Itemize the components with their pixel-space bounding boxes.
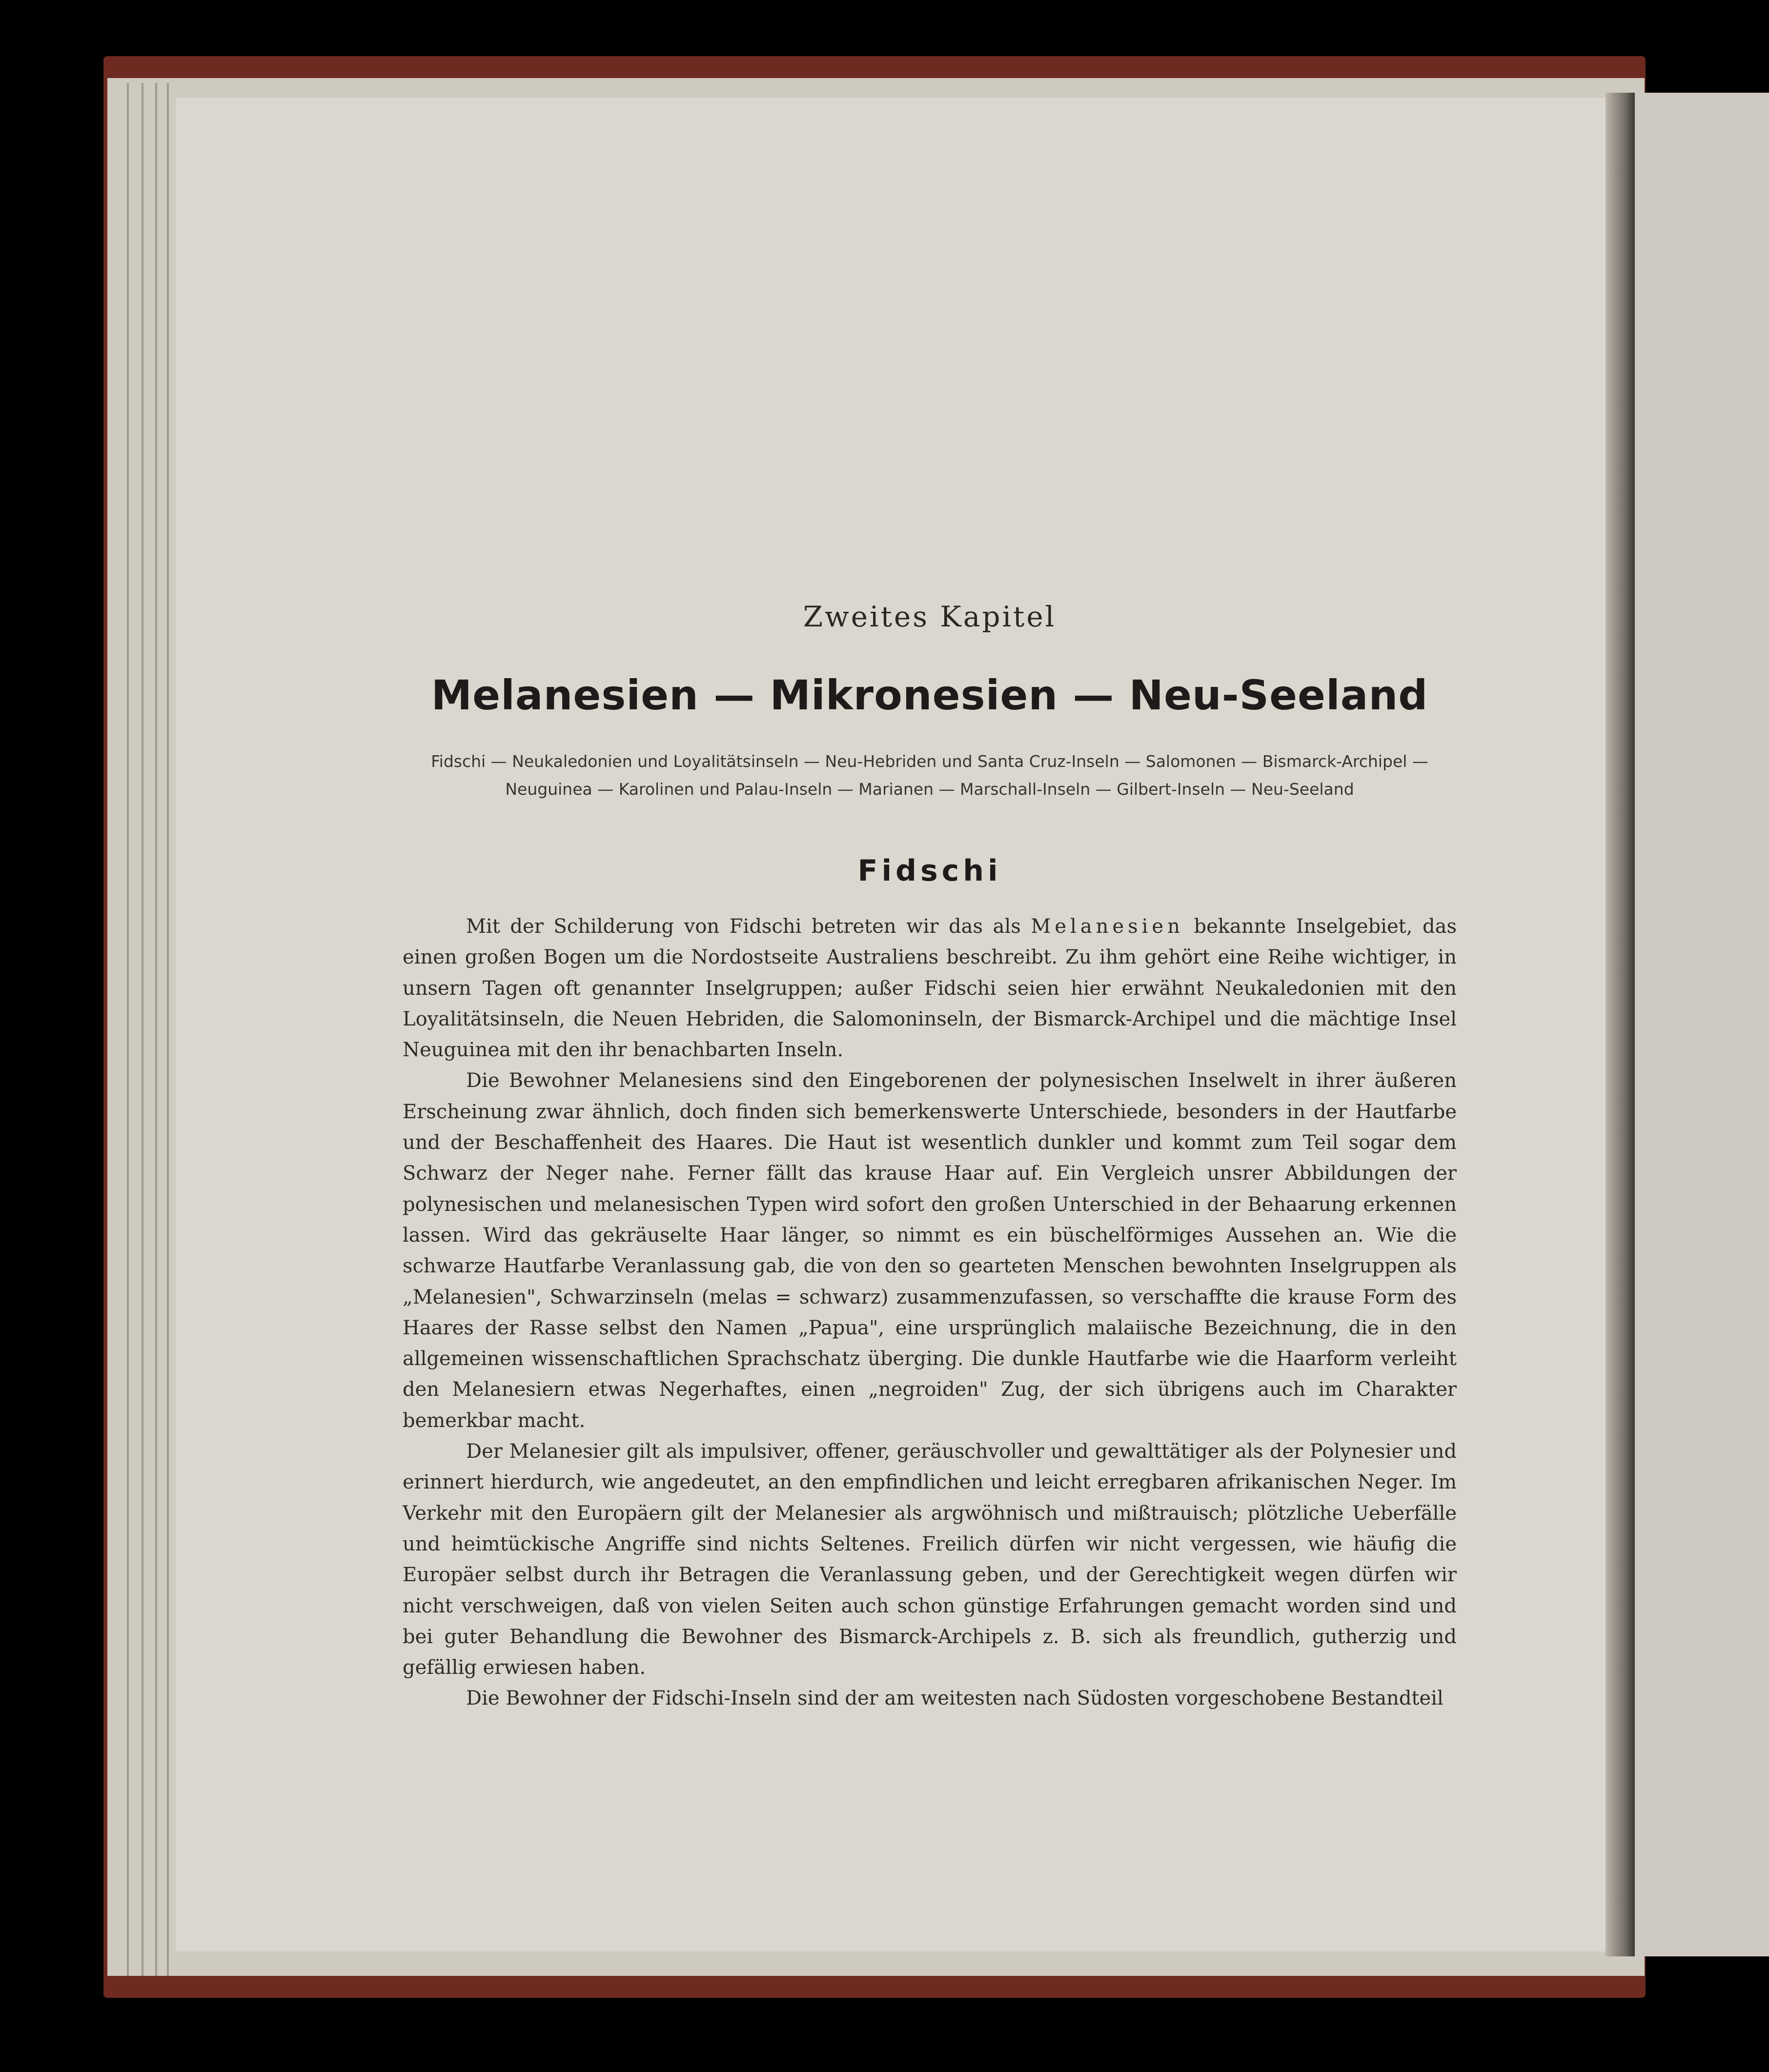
page-edge — [167, 83, 169, 1976]
body-text — [403, 911, 1457, 1714]
book-gutter — [1606, 93, 1635, 1956]
right-page — [1635, 93, 1769, 1956]
chapter-title: Melanesien — Mikronesien — Neu-Seeland — [431, 671, 1428, 719]
paragraph: Die Bewohner der Fidschi-Inseln sind der am weitesten nach Südosten vorgeschobene Bestandteil — [466, 1687, 1444, 1710]
page-edge — [155, 83, 157, 1976]
section-title: Fidschi — [857, 854, 1002, 888]
page-edge — [127, 83, 129, 1976]
page-content — [403, 600, 1457, 1714]
chapter-label: Zweites Kapitel — [803, 600, 1057, 633]
chapter-subtitle: Fidschi — Neukaledonien und Loyalitätsinseln — Neu-Hebriden und Santa Cruz-Inseln — Salomonen — Bismarck-Archipel — Neuguinea — Karolinen und Palau-Inseln — Marianen — Marschall-Inseln — Gilbert-Inseln — Neu-Seeland — [431, 752, 1428, 799]
paragraph-text: Mit der Schilderung von Fidschi betreten wir das als — [466, 915, 1031, 938]
paragraph — [403, 911, 1457, 1066]
paragraph: Die Bewohner Melanesiens sind den Eingeborenen der polynesischen Inselwelt in ihrer äußeren Erscheinung zwar ähnlich, doch finden sich bemerkenswerte Unterschiede, besonders in der Hautfarbe und der Beschaffenheit des Haares. Die Haut ist wesentlich dunkler und kommt zum Teil sogar dem Schwarz der Neger nahe. Ferner fällt das krause Haar auf. Ein Vergleich unsrer Abbildungen der polynesischen und melanesischen Typen wird sofort den großen Unterschied in der Behaarung erkennen lassen. Wird das gekräuselte Haar länger, so nimmt es ein büschelförmiges Aussehen an. Wie die schwarze Hautfarbe Veranlassung gab, die von den so gearteten Menschen bewohnten Inselgruppen als „Melanesien", Schwarzinseln (melas = schwarz) zusammenzufassen, so verschaffte die krause Form des Haares der Rasse selbst den Namen „Papua", eine ursprünglich malaiische Bezeichnung, die in den allgemeinen wissenschaftlichen Sprachschatz überging. Die dunkle Hautfarbe wie die Haarform verleiht den Melanesiern etwas Negerhaftes, einen „negroiden" Zug, der sich übrigens auch im Charakter bemerkbar macht. — [403, 1069, 1457, 1432]
paragraph: Der Melanesier gilt als impulsiver, offener, geräuschvoller und gewalttätiger als der Polynesier und erinnert hierdurch, wie angedeutet, an den empfindlichen und leicht erregbaren afrikanischen Neger. Im Verkehr mit den Europäern gilt der Melanesier als argwöhnisch und mißtrauisch; plötzliche Ueberfälle und heimtückische Angriffe sind nichts Seltenes. Freilich dürfen wir nicht vergessen, wie häufig die Europäer selbst durch ihr Betragen die Veranlassung geben, und der Gerechtigkeit wegen dürfen wir nicht verschweigen, daß von vielen Seiten auch schon günstige Erfahrungen gemacht worden sind und bei guter Behandlung die Bewohner des Bismarck-Archipels z. B. sich als freundlich, gutherzig und gefällig erwiesen haben. — [403, 1440, 1457, 1679]
page-edge — [142, 83, 143, 1976]
emphasized-term: Melanesien — [1031, 915, 1184, 938]
paragraph-text: bekannte Inselgebiet, das einen großen Bogen um die Nordostseite Australiens beschreibt. Zu ihm gehört eine Reihe wichtiger, in unsern Tagen oft genannter Inselgruppen; außer Fidschi seien hier erwähnt Neukaledonien mit den Loyalitätsinseln, die Neuen Hebriden, die Salomoninseln, der Bismarck-Archipel und die mächtige Insel Neuguinea mit den ihr benachbarten Inseln. — [403, 915, 1457, 1062]
